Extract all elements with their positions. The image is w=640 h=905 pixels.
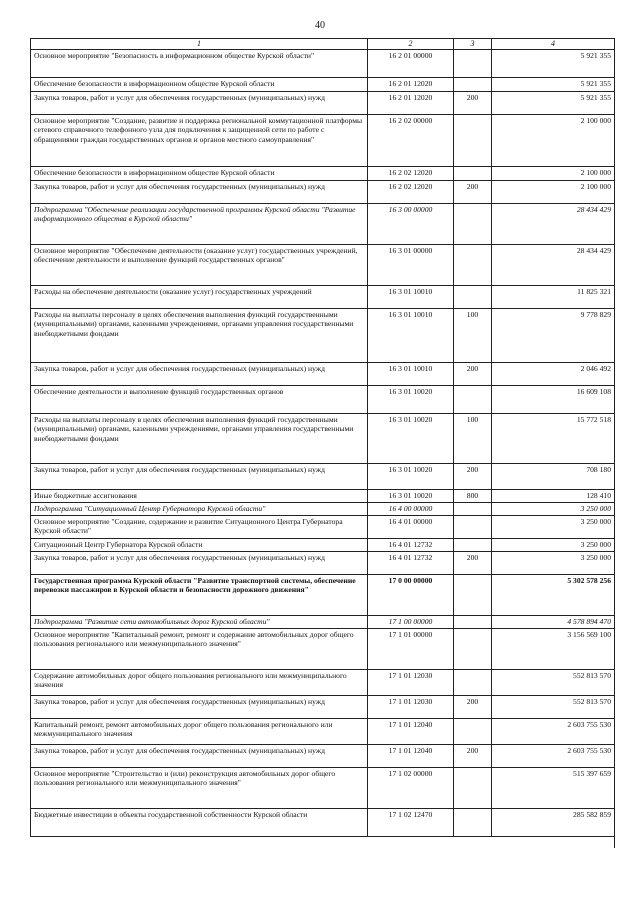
table-row: [31, 77, 615, 91]
row-code-cell: 16 3 01 10020: [368, 489, 454, 502]
row-expense-type-cell: [454, 244, 492, 285]
row-name-cell: Ситуационный Центр Губернатора Курской области: [31, 538, 368, 551]
table-row: [31, 463, 615, 489]
row-expense-type-cell: 800: [454, 489, 492, 502]
row-expense-type-cell: 200: [454, 695, 492, 718]
row-amount-cell: 5 921 355: [492, 91, 615, 114]
row-code-cell: 16 2 01 12020: [368, 91, 454, 114]
row-code-cell: 16 3 01 00000: [368, 244, 454, 285]
row-name-cell: Основное мероприятие "Создание, содержание и развитие Ситуационного Центра Губернатора Курской области": [31, 515, 368, 538]
table-row: [31, 628, 615, 669]
row-amount-cell: 3 250 000: [492, 502, 615, 515]
row-expense-type-cell: 200: [454, 744, 492, 767]
table-row: [31, 718, 615, 744]
row-code-cell: 17 1 01 00000: [368, 628, 454, 669]
budget-table-body: [31, 39, 615, 837]
row-code-cell: 17 1 01 12040: [368, 718, 454, 744]
row-amount-cell: 128 410: [492, 489, 615, 502]
row-amount-cell: 2 603 755 530: [492, 718, 615, 744]
row-code-cell: 16 3 01 10010: [368, 285, 454, 308]
row-expense-type-cell: 200: [454, 180, 492, 203]
row-expense-type-cell: [454, 502, 492, 515]
row-code-cell: 16 3 01 10020: [368, 385, 454, 413]
row-code-cell: 17 1 01 12030: [368, 669, 454, 695]
row-name-cell: Закупка товаров, работ и услуг для обеспечения государственных (муниципальных) нужд: [31, 180, 368, 203]
row-amount-cell: 2 100 000: [492, 114, 615, 166]
row-amount-cell: 708 180: [492, 463, 615, 489]
row-expense-type-cell: [454, 574, 492, 615]
row-amount-cell: 4 578 894 470: [492, 615, 615, 628]
table-row: [31, 285, 615, 308]
column-number-1: 1: [31, 39, 368, 50]
row-amount-cell: 2 100 000: [492, 180, 615, 203]
row-amount-cell: 5 302 578 256: [492, 574, 615, 615]
row-expense-type-cell: [454, 114, 492, 166]
row-name-cell: Иные бюджетные ассигнования: [31, 489, 368, 502]
row-name-cell: Подпрограмма "Ситуационный Центр Губернатора Курской области": [31, 502, 368, 515]
row-code-cell: 17 0 00 00000: [368, 574, 454, 615]
row-code-cell: 16 2 01 12020: [368, 77, 454, 91]
row-amount-cell: 285 582 859: [492, 808, 615, 836]
table-row: [31, 615, 615, 628]
table-row: [31, 91, 615, 114]
row-expense-type-cell: [454, 767, 492, 808]
row-code-cell: 16 3 01 10010: [368, 308, 454, 362]
row-name-cell: Основное мероприятие "Строительство и (или) реконструкция автомобильных дорог общего пользования регионального или межмуниципального значения": [31, 767, 368, 808]
table-row: [31, 308, 615, 362]
row-expense-type-cell: [454, 628, 492, 669]
row-amount-cell: 15 772 518: [492, 413, 615, 463]
row-code-cell: 17 1 01 12040: [368, 744, 454, 767]
table-row: [31, 744, 615, 767]
table-row: [31, 767, 615, 808]
right-border-line: [614, 38, 615, 848]
row-name-cell: Обеспечение деятельности и выполнение функций государственных органов: [31, 385, 368, 413]
table-row: [31, 669, 615, 695]
row-amount-cell: 28 434 429: [492, 203, 615, 244]
row-amount-cell: 3 250 000: [492, 515, 615, 538]
table-row: [31, 502, 615, 515]
row-expense-type-cell: [454, 615, 492, 628]
row-expense-type-cell: 100: [454, 413, 492, 463]
table-row: [31, 203, 615, 244]
row-amount-cell: 5 921 355: [492, 77, 615, 91]
row-expense-type-cell: [454, 808, 492, 836]
row-expense-type-cell: [454, 49, 492, 77]
row-expense-type-cell: [454, 669, 492, 695]
row-code-cell: 16 3 01 10020: [368, 413, 454, 463]
table-row: [31, 413, 615, 463]
row-name-cell: Обеспечение безопасности в информационном обществе Курской области: [31, 77, 368, 91]
row-code-cell: 16 4 01 12732: [368, 538, 454, 551]
row-name-cell: Закупка товаров, работ и услуг для обеспечения государственных (муниципальных) нужд: [31, 551, 368, 574]
row-code-cell: 16 4 01 12732: [368, 551, 454, 574]
row-expense-type-cell: [454, 166, 492, 180]
row-name-cell: Основное мероприятие "Обеспечение деятельности (оказание услуг) государственных учреждений, обеспечение деятельности и выполнение функций государственных органов": [31, 244, 368, 285]
row-amount-cell: 3 250 000: [492, 551, 615, 574]
row-name-cell: Закупка товаров, работ и услуг для обеспечения государственных (муниципальных) нужд: [31, 695, 368, 718]
row-name-cell: Государственная программа Курской области "Развитие транспортной системы, обеспечение перевозки пассажиров в Курской области и безопасности дорожного движения": [31, 574, 368, 615]
row-name-cell: Закупка товаров, работ и услуг для обеспечения государственных (муниципальных) нужд: [31, 463, 368, 489]
row-name-cell: Основное мероприятие "Капитальный ремонт, ремонт и содержание автомобильных дорог общего пользования регионального или межмуниципального значения": [31, 628, 368, 669]
row-code-cell: 17 1 00 00000: [368, 615, 454, 628]
row-code-cell: 16 3 00 00000: [368, 203, 454, 244]
table-row: [31, 49, 615, 77]
row-name-cell: Закупка товаров, работ и услуг для обеспечения государственных (муниципальных) нужд: [31, 91, 368, 114]
row-expense-type-cell: 200: [454, 91, 492, 114]
row-amount-cell: 3 156 569 100: [492, 628, 615, 669]
row-expense-type-cell: [454, 385, 492, 413]
row-expense-type-cell: [454, 285, 492, 308]
row-expense-type-cell: [454, 515, 492, 538]
row-amount-cell: 9 778 829: [492, 308, 615, 362]
column-number-row: [31, 39, 615, 50]
table-row: [31, 385, 615, 413]
row-amount-cell: 28 434 429: [492, 244, 615, 285]
row-expense-type-cell: [454, 77, 492, 91]
row-code-cell: 16 4 00 00000: [368, 502, 454, 515]
column-number-3: 3: [454, 39, 492, 50]
row-expense-type-cell: [454, 538, 492, 551]
row-name-cell: Расходы на выплаты персоналу в целях обеспечения выполнения функций государственными (муниципальными) органами, казенными учреждениями, органами управления государственными внебюджетными фондами: [31, 413, 368, 463]
column-number-2: 2: [368, 39, 454, 50]
row-name-cell: Содержание автомобильных дорог общего пользования регионального или межмуниципального значения: [31, 669, 368, 695]
row-amount-cell: 515 397 659: [492, 767, 615, 808]
row-name-cell: Капитальный ремонт, ремонт автомобильных дорог общего пользования регионального или межмуниципального значения: [31, 718, 368, 744]
table-row: [31, 114, 615, 166]
table-row: [31, 551, 615, 574]
table-row: [31, 489, 615, 502]
table-row: [31, 362, 615, 385]
row-code-cell: 16 2 02 12020: [368, 166, 454, 180]
table-row: [31, 515, 615, 538]
row-amount-cell: 2 046 492: [492, 362, 615, 385]
row-code-cell: 17 1 01 12030: [368, 695, 454, 718]
table-row: [31, 538, 615, 551]
row-amount-cell: 5 921 355: [492, 49, 615, 77]
row-expense-type-cell: 100: [454, 308, 492, 362]
row-amount-cell: 2 603 755 530: [492, 744, 615, 767]
row-expense-type-cell: [454, 718, 492, 744]
row-code-cell: 16 2 02 00000: [368, 114, 454, 166]
row-amount-cell: 3 250 000: [492, 538, 615, 551]
row-amount-cell: 552 813 570: [492, 695, 615, 718]
row-name-cell: Расходы на обеспечение деятельности (оказание услуг) государственных учреждений: [31, 285, 368, 308]
row-amount-cell: 2 100 000: [492, 166, 615, 180]
row-expense-type-cell: 200: [454, 551, 492, 574]
row-name-cell: Бюджетные инвестиции в объекты государственной собственности Курской области: [31, 808, 368, 836]
row-name-cell: Закупка товаров, работ и услуг для обеспечения государственных (муниципальных) нужд: [31, 362, 368, 385]
row-name-cell: Закупка товаров, работ и услуг для обеспечения государственных (муниципальных) нужд: [31, 744, 368, 767]
row-code-cell: 16 4 01 00000: [368, 515, 454, 538]
row-code-cell: 16 3 01 10010: [368, 362, 454, 385]
row-code-cell: 17 1 02 12470: [368, 808, 454, 836]
table-row: [31, 574, 615, 615]
table-row: [31, 695, 615, 718]
row-expense-type-cell: 200: [454, 463, 492, 489]
row-code-cell: 16 2 02 12020: [368, 180, 454, 203]
row-expense-type-cell: [454, 203, 492, 244]
row-expense-type-cell: 200: [454, 362, 492, 385]
table-row: [31, 244, 615, 285]
row-code-cell: 16 3 01 10020: [368, 463, 454, 489]
page-number: 40: [315, 20, 325, 31]
budget-table: [30, 38, 615, 837]
row-code-cell: 16 2 01 00000: [368, 49, 454, 77]
row-name-cell: Подпрограмма "Развитие сети автомобильных дорог Курской области": [31, 615, 368, 628]
row-code-cell: 17 1 02 00000: [368, 767, 454, 808]
table-row: [31, 180, 615, 203]
row-name-cell: Основное мероприятие "Создание, развитие и поддержка региональной коммутационной платформы сетевого справочного телефонного узла для подключения к защищенной сети по работе с обращениями граждан государственных органов и органов местного самоуправления": [31, 114, 368, 166]
row-name-cell: Основное мероприятие "Безопасность в информационном обществе Курской области": [31, 49, 368, 77]
table-row: [31, 166, 615, 180]
column-number-4: 4: [492, 39, 615, 50]
row-name-cell: Расходы на выплаты персоналу в целях обеспечения выполнения функций государственными (муниципальными) органами, казенными учреждениями, органами управления государственными внебюджетными фондами: [31, 308, 368, 362]
row-amount-cell: 16 609 108: [492, 385, 615, 413]
table-row: [31, 808, 615, 836]
row-name-cell: Подпрограмма "Обеспечение реализации государственной программы Курской области "Развитие информационного общества в Курской области": [31, 203, 368, 244]
row-name-cell: Обеспечение безопасности в информационном обществе Курской области: [31, 166, 368, 180]
row-amount-cell: 11 825 321: [492, 285, 615, 308]
row-amount-cell: 552 813 570: [492, 669, 615, 695]
